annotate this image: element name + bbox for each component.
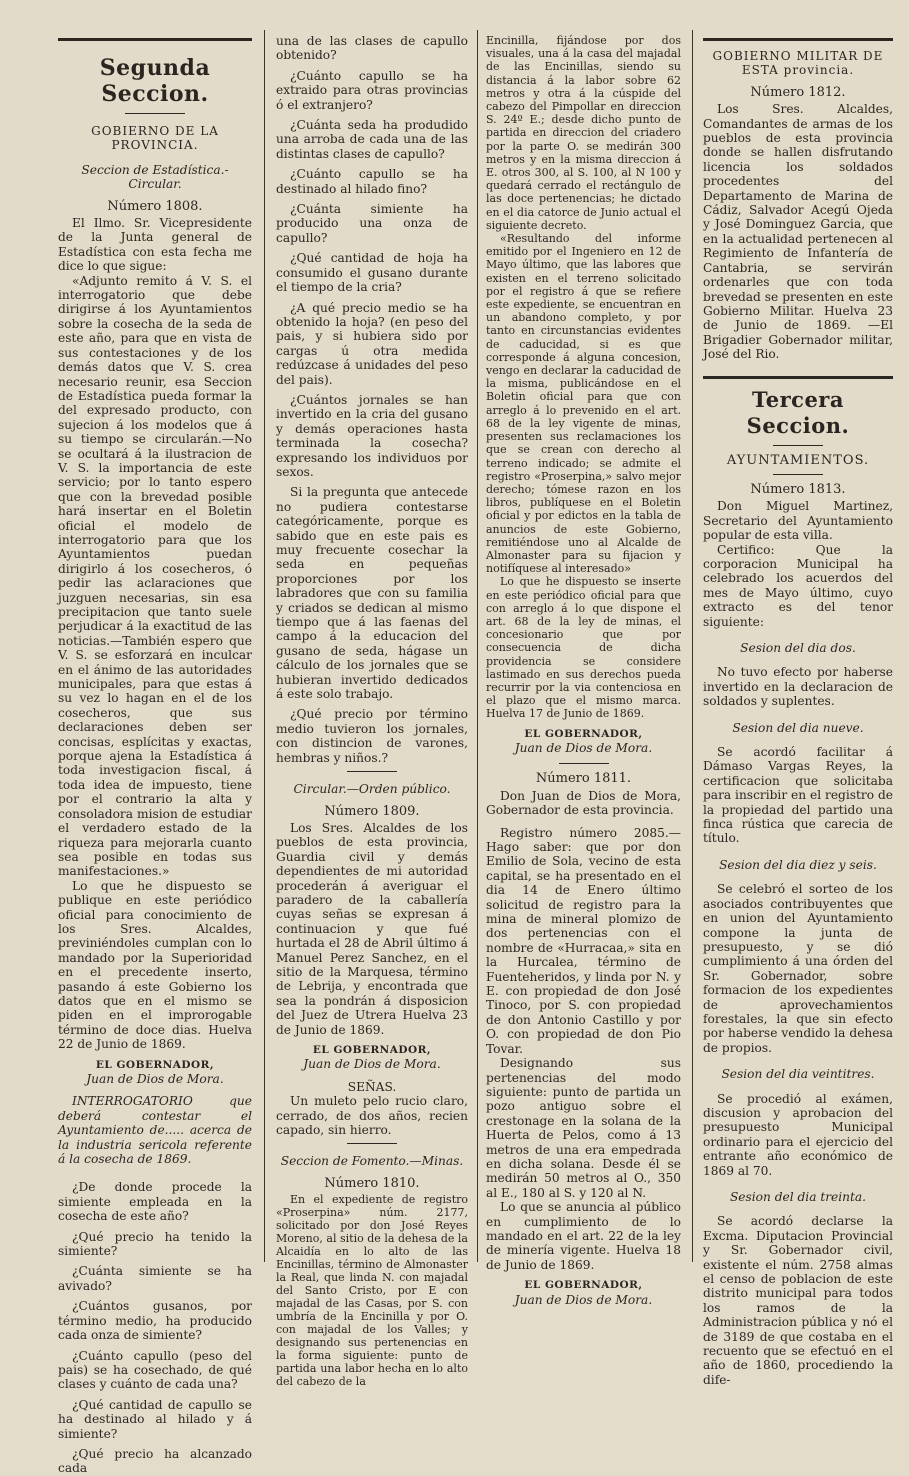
signature-title: EL GOBERNADOR, xyxy=(524,727,643,740)
question: ¿Qué precio ha alcanzado cada xyxy=(58,1446,252,1476)
paragraph: Los Sres. Alcaldes, Comandantes de armas de los pueblos de esta provincia donde se hallen disfrutando licencia los soldados procedentes del Departamento de Marina de Cádiz, Salvador Acegú Ojeda y José Dominguez Garcia, que en la actualidad pertenecen al Regimiento de Infantería de Cantabria, se servirán ordenarles que con toda brevedad se presenten en este Gobierno Militar. Huelva 23 de Junio de 1869. —El Brigadier Gobernador militar, José del Rio. xyxy=(703,102,893,362)
numero-heading: Número 1808. xyxy=(107,198,203,214)
numero-heading: Número 1813. xyxy=(750,481,846,497)
paragraph: Designando sus pertenencias del modo siguiente: punto de partida un pozo antiguo sobre el crestonage en la solana de la Huerta de Pelos, como á 13 metros de una era empedrada en dicha solana. Desde él se medirán 50 metros al O., 350 al E., 180 al S. y 120 al N. xyxy=(486,1056,681,1200)
paragraph: Don Juan de Dios de Mora, Gobernador de esta provincia. xyxy=(486,788,681,818)
sesion-heading: Sesion del dia dos. xyxy=(740,641,856,655)
question: ¿Qué cantidad de capullo se ha destinado al hilado y á simiente? xyxy=(58,1397,252,1441)
sesion-heading: Sesion del dia nueve. xyxy=(732,720,864,735)
paragraph: Certifico: Que la corporacion Municipal ha celebrado los acuerdos del mes de Mayo último, cuyo extracto es del tenor siguiente: xyxy=(703,542,893,629)
divider xyxy=(559,763,609,764)
question: ¿A qué precio medio se ha obtenido la hoja? (en peso del pais, y si hubiera sido por cargas ú otra medida redúzcase á unidades del peso del pais). xyxy=(276,300,468,387)
column-3 xyxy=(486,34,681,1307)
question: ¿Cuánta simiente se ha avivado? xyxy=(58,1264,252,1293)
signature-title: EL GOBERNADOR, xyxy=(312,1044,432,1056)
signature-name: Juan de Dios de Mora. xyxy=(303,1057,441,1072)
paragraph: En el expediente de registro «Proserpina» núm. 2177, solicitado por don José Reyes Moreno, al sitio de la dehesa de la Alcaidía en lo alto de las Encinillas, término de Almonaster la Real, que linda N. con majadal del Santo Cristo, por E con majadal de las Casas, por S. con umbría de la Encinilla y por O. con majadal de los Valles; y designando sus pertenencias en la forma siguiente: punto de partida una labor hecha en lo alto del cabezo de la xyxy=(276,1193,468,1389)
paragraph: Se celebró el sorteo de los asociados contribuyentes que en union del Ayuntamiento compone la junta de presupuesto, y se dió cumplimiento á una órden del Sr. Gobernador, sobre formacion de los expedientes de aprovechamientos forestales, la que sin efecto por haberse vendido la dehesa de propios. xyxy=(703,882,893,1055)
signature-title: EL GOBERNADOR, xyxy=(95,1058,215,1071)
question: ¿Cuánta simiente ha producido una onza de capullo? xyxy=(276,202,468,245)
numero-heading: Número 1810. xyxy=(324,1175,420,1191)
signature-name: Juan de Dios de Mora. xyxy=(86,1072,224,1086)
sesion-heading: Sesion del dia diez y seis. xyxy=(719,857,877,872)
fomento-heading: Seccion de Fomento.—Minas. xyxy=(280,1154,464,1169)
paragraph: Don Miguel Martinez, Secretario del Ayuntamiento popular de esta villa. xyxy=(703,499,893,543)
paragraph: «Adjunto remito á V. S. el interrogatorio que debe dirigirse á los Ayuntamientos sobre la cosecha de la seda de este año, para que en vista de sus contestaciones y de los demás datos que V. S. crea necesario reunir, esa Seccion de Estadística pueda formar la del expresado producto, con sujecion á los modelos que á su tiempo se circularán.—No se ocultará á la ilustracion de V. S. la importancia de este servicio; por lo tanto espero que con la brevedad posible hará insertar en el Boletin oficial el modelo de interrogatorio para que los Ayuntamientos puedan dirigirlo á los cosecheros, ó pedir las aclaraciones que juzguen necesarias, sin esa precipitacion que tanto suele perjudicar á la exactitud de las noticias.—También espero que V. S. se esforzará en inculcar en el ánimo de las autoridades municipales, para que estas á su vez lo hagan en el de los cosecheros, que sus declaraciones deben ser concisas, esplícitas y exactas, porque ajena la Estadística á toda investigacion fiscal, á toda idea de impuesto, tiene por el contrario la alta y consoladora mision de estudiar el verdadero estado de la riqueza para mejorarla cuanto sea posible en todas sus manifestaciones.» xyxy=(58,273,252,879)
top-rule xyxy=(703,38,893,41)
divider xyxy=(347,1143,397,1144)
paragraph: Registro número 2085.—Hago saber: que por don Emilio de Sola, vecino de esta capital, se ha presentado en el dia 14 de Enero último solicitud de registro para la mina de mineral plomizo de dos pertenencias con el nombre de «Hurracaa,» sita en la Hurcalea, término de Fuenteheridos, y linda por N. y E. con propiedad de don José Tinoco, por S. con propiedad de don Antonio Castillo y por O. con propiedad de don Pio Tovar. xyxy=(486,825,681,1056)
column-rule xyxy=(264,30,265,1262)
divider xyxy=(773,474,823,475)
gobierno-militar-heading: GOBIERNO MILITAR DE ESTA provincia. xyxy=(712,49,884,78)
paragraph: El Ilmo. Sr. Vicepresidente de la Junta general de Estadística con esta fecha me dice lo que sigue: xyxy=(58,216,252,274)
paragraph: Se procedió al exámen, discusion y aprobacion del presupuesto Municipal ordinario para el ejercicio del entrante año económico de 1869 al 70. xyxy=(703,1091,893,1178)
paragraph: Encinilla, fijándose por dos visuales, una á la casa del majadal de las Encinillas, siendo su distancia á la labor sobre 62 metros y otra á la cúspide del cabezo del Pimpollar en direccion S. 24º E.; desde dicho punto de partida en direccion del criadero por la parte O. se medirán 300 metros y en la misma direccion á E. otros 300, al S. 100, al N 100 y quedará cerrado el rectángulo de las doce pertenencias; he dictado en el dia catorce de Junio actual el siguiente decreto. xyxy=(486,34,681,232)
paragraph: Un muleto pelo rucio claro, cerrado, de dos años, recien capado, sin hierro. xyxy=(276,1094,468,1138)
paragraph: No tuvo efecto por haberse invertido en la declaracion de soldados y suplentes. xyxy=(703,665,893,709)
divider xyxy=(773,445,823,446)
section-title: Segunda Seccion. xyxy=(99,55,211,107)
numero-heading: Número 1809. xyxy=(324,803,420,819)
question: ¿Qué cantidad de hoja ha consumido el gusano durante el tiempo de la cria? xyxy=(276,251,468,295)
question: ¿Cuántos gusanos, por término medio, ha producido cada onza de simiente? xyxy=(58,1299,252,1343)
circular-heading: Circular.—Orden público. xyxy=(293,782,451,797)
question: Si la pregunta que antecede no pudiera contestarse categóricamente, porque es sabido que en este pais es muy frecuente cosechar la seda en pequeñas proporciones por los labradores que con su familia y criados se dedican al mismo tiempo que á las faenas del campo á la educacion del gusano de seda, hágase un cálculo de los jornales que se hubieran invertido dedicados á este solo trabajo. xyxy=(276,485,468,702)
paragraph: una de las clases de capullo obtenido? xyxy=(276,34,468,63)
interrogatorio-heading: INTERROGATORIO que deberá contestar el Ayuntamiento de..... acerca de la industria sericola referente á la cosecha de 1869. xyxy=(58,1094,252,1167)
column-rule xyxy=(477,30,478,1262)
column-rule xyxy=(692,30,693,1262)
paragraph: «Resultando del informe emitido por el Ingeniero en 12 de Mayo último, que las labores que existen en el terreno solicitado por el registro á que se refiere este expediente, se encuentran en un abandono completo, y por tanto en circunstancias evidentes de caducidad, si es que corresponde á alguna concesion, vengo en declarar la caducidad de la misma, publicándose en el Boletin oficial para que con arreglo á lo prevenido en el art. 68 de la ley vigente de minas, presenten sus reclamaciones los que se crean con derecho al terreno indicado; se admite el registro «Proserpina,» salvo mejor derecho; tómese razon en los libros, publíquese en el Boletin oficial y por edictos en la tabla de anuncios de este Gobierno, remitiéndose uno al Alcalde de Almonaster para su fijacion y notifíquese al interesado» xyxy=(486,232,681,576)
question: ¿Cuánto capullo (peso del pais) se ha cosechado, de qué clases y cuánto de cada una? xyxy=(58,1348,252,1392)
paragraph: Lo que se anuncia al público en cumplimiento de lo mandado en el art. 22 de la ley de minería vigente. Huelva 18 de Junio de 1869. xyxy=(486,1200,681,1272)
section-rule xyxy=(703,376,893,379)
question: ¿Cuánta seda ha produdido una arroba de cada una de las distintas clases de capullo? xyxy=(276,118,468,161)
question: ¿Cuánto capullo se ha destinado al hilado fino? xyxy=(276,167,468,196)
senas-heading: SEÑAS. xyxy=(347,1079,397,1094)
column-1 xyxy=(58,34,252,1476)
sesion-heading: Sesion del dia treinta. xyxy=(729,1190,867,1204)
question: ¿Qué precio por término medio tuvieron los jornales, con distincion de varones, hembras y niños.? xyxy=(276,707,468,765)
paragraph: Se acordó facilitar á Dámaso Vargas Reyes, la certificacion que solicitaba para inscribir en el registro de la propiedad del partido una finca rústica que carecia de título. xyxy=(703,745,893,846)
divider xyxy=(125,113,185,114)
divider xyxy=(347,771,397,772)
gobierno-heading: GOBIERNO DE LA PROVINCIA. xyxy=(91,124,219,153)
paragraph: Lo que he dispuesto se publique en este periódico oficial para conocimiento de los Sres. Alcaldes, previniéndoles cumplan con lo mandado por la Superioridad en el precedente inserto, pasando á este Gobierno los datos que en el mismo se piden en el improrogable término de doce dias. Huelva 22 de Junio de 1869. xyxy=(58,878,252,1052)
signature-title: EL GOBERNADOR, xyxy=(524,1279,643,1292)
sesion-heading: Sesion del dia veintitres. xyxy=(721,1067,875,1082)
column-4 xyxy=(703,34,893,1387)
question: ¿Qué precio ha tenido la simiente? xyxy=(58,1229,252,1259)
numero-heading: Número 1812. xyxy=(750,84,846,100)
paragraph: Lo que he dispuesto se inserte en este periódico oficial para que con arreglo á lo que dispone el art. 68 de la ley de minas, el concesionario que por consecuencia de dicha providencia se considere lastimado en sus derechos pueda recurrir por la via contenciosa en el plazo que el mismo marca. Huelva 17 de Junio de 1869. xyxy=(486,575,681,721)
question: ¿De donde procede la simiente empleada en la cosecha de este año? xyxy=(58,1180,252,1224)
ayuntamientos-heading: AYUNTAMIENTOS. xyxy=(726,452,870,468)
signature-name: Juan de Dios de Mora. xyxy=(514,740,653,755)
question: ¿Cuánto capullo se ha extraido para otras provincias ó el extranjero? xyxy=(276,68,468,112)
question: ¿Cuántos jornales se han invertido en la cria del gusano y demás operaciones hasta terminada la cosecha? expresando los individuos por sexos. xyxy=(276,392,468,479)
column-2 xyxy=(276,34,468,1389)
top-rule xyxy=(58,38,252,41)
numero-heading: Número 1811. xyxy=(535,771,632,787)
section-title: Tercera Seccion. xyxy=(746,386,850,438)
paragraph: Los Sres. Alcaldes de los pueblos de esta provincia, Guardia civil y demás dependientes de mi autoridad procederán á averiguar el paradero de la caballería cuyas señas se expresan á continuacion y que fué hurtada el 28 de Abril último á Manuel Perez Sanchez, en el sitio de la Marquesa, término de Lebrija, y encontrada que sea la pondrán á disposicion del Juez de Utrera Huelva 23 de Junio de 1869. xyxy=(276,820,468,1037)
signature-name: Juan de Dios de Mora. xyxy=(514,1292,653,1307)
subsection-heading: Seccion de Estadística.-Circular. xyxy=(81,162,229,192)
paragraph: Se acordó declarse la Excma. Diputacion Provincial y Sr. Gobernador civil, existente el núm. 2758 almas el censo de poblacion de este distrito municipal para todos los ramos de la Administracion pública y nó el de 3189 de que costaba en el recuento que se efectuó en el año de 1860, procediendo la dife- xyxy=(703,1214,893,1387)
